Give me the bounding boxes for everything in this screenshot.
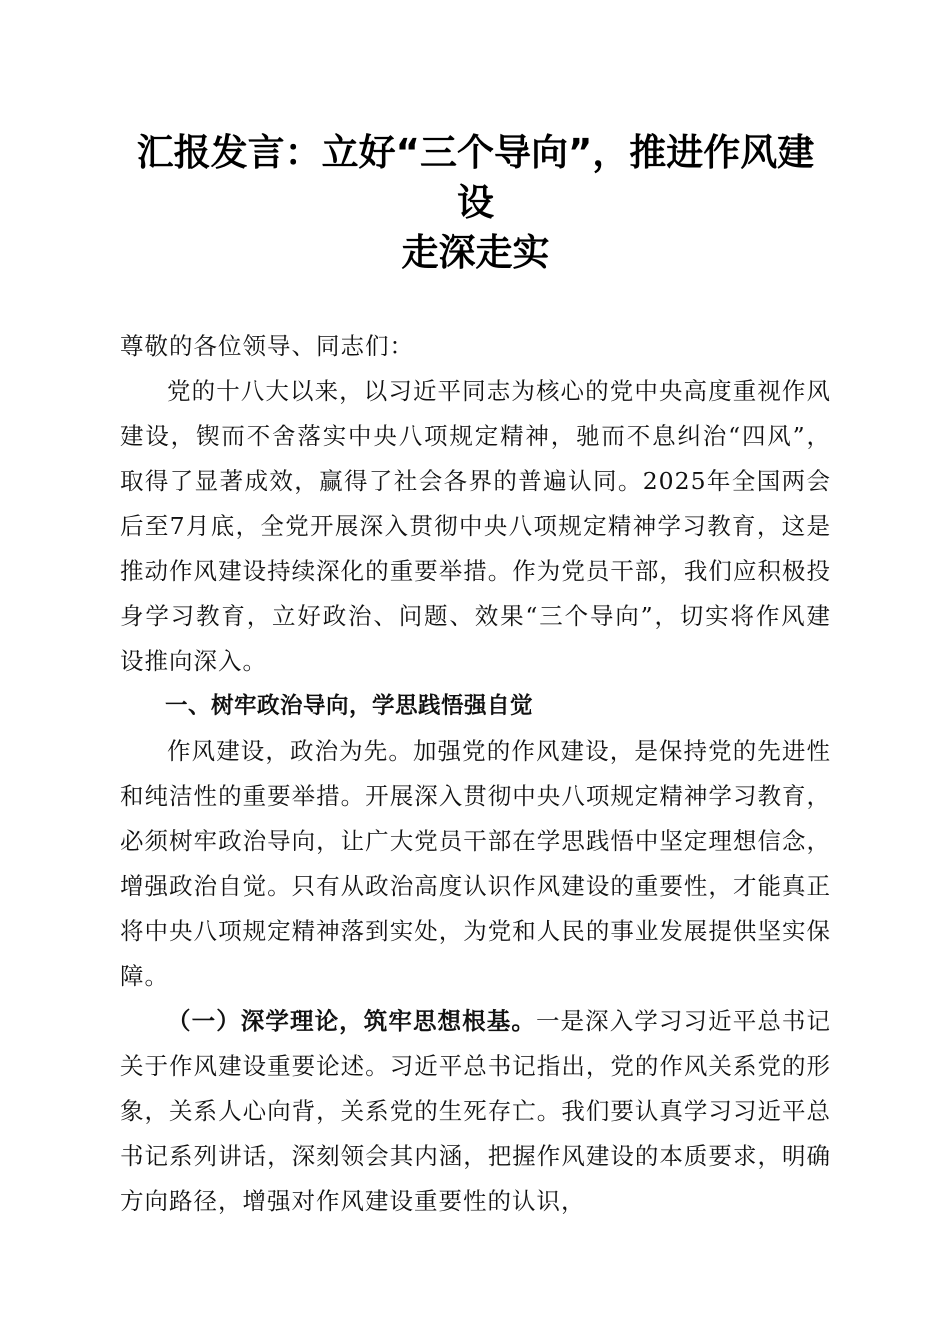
document-page bbox=[120, 128, 831, 1224]
intro-paragraph: 党的十八大以来，以习近平同志为核心的党中央高度重视作风建设，锲而不舍落实中央八项规定精神，驰而不息纠治“四风”，取得了显著成效，赢得了社会各界的普遍认同。2025年全国两会后至7月底，全党开展深入贯彻中央八项规定精神学习教育，这是推动作风建设持续深化的重要举措。作为党员干部，我们应积极投身学习教育，立好政治、问题、效果“三个导向”，切实将作风建设推向深入。 bbox=[120, 377, 831, 675]
section-1-paragraph: 作风建设，政治为先。加强党的作风建设，是保持党的先进性和纯洁性的重要举措。开展深入贯彻中央八项规定精神学习教育，必须树牢政治导向，让广大党员干部在学思践悟中坚定理想信念，增强政治自觉。只有从政治高度认识作风建设的重要性，才能真正将中央八项规定精神落到实处，为党和人民的事业发展提供坚实保障。 bbox=[120, 737, 831, 990]
title-line-2: 走深走实 bbox=[401, 231, 550, 274]
document-title bbox=[120, 128, 831, 278]
subsection-1-paragraph bbox=[120, 999, 831, 1224]
subsection-1-label: （一）深学理论，筑牢思想根基。 bbox=[167, 1007, 536, 1035]
salutation: 尊敬的各位领导、同志们： bbox=[120, 332, 414, 360]
subsection-1-text: 一是深入学习习近平总书记关于作风建设重要论述。习近平总书记指出，党的作风关系党的形象，关系人心向背，关系党的生死存亡。我们要认真学习习近平总书记系列讲话，深刻领会其内涵，把握作风建设的本质要求，明确方向路径，增强对作风建设重要性的认识， bbox=[120, 1007, 832, 1215]
section-1-heading: 一、树牢政治导向，学思践悟强自觉 bbox=[165, 693, 534, 719]
document-body bbox=[120, 324, 831, 1224]
title-line-1: 汇报发言：立好“三个导向”，推进作风建设 bbox=[136, 131, 815, 224]
